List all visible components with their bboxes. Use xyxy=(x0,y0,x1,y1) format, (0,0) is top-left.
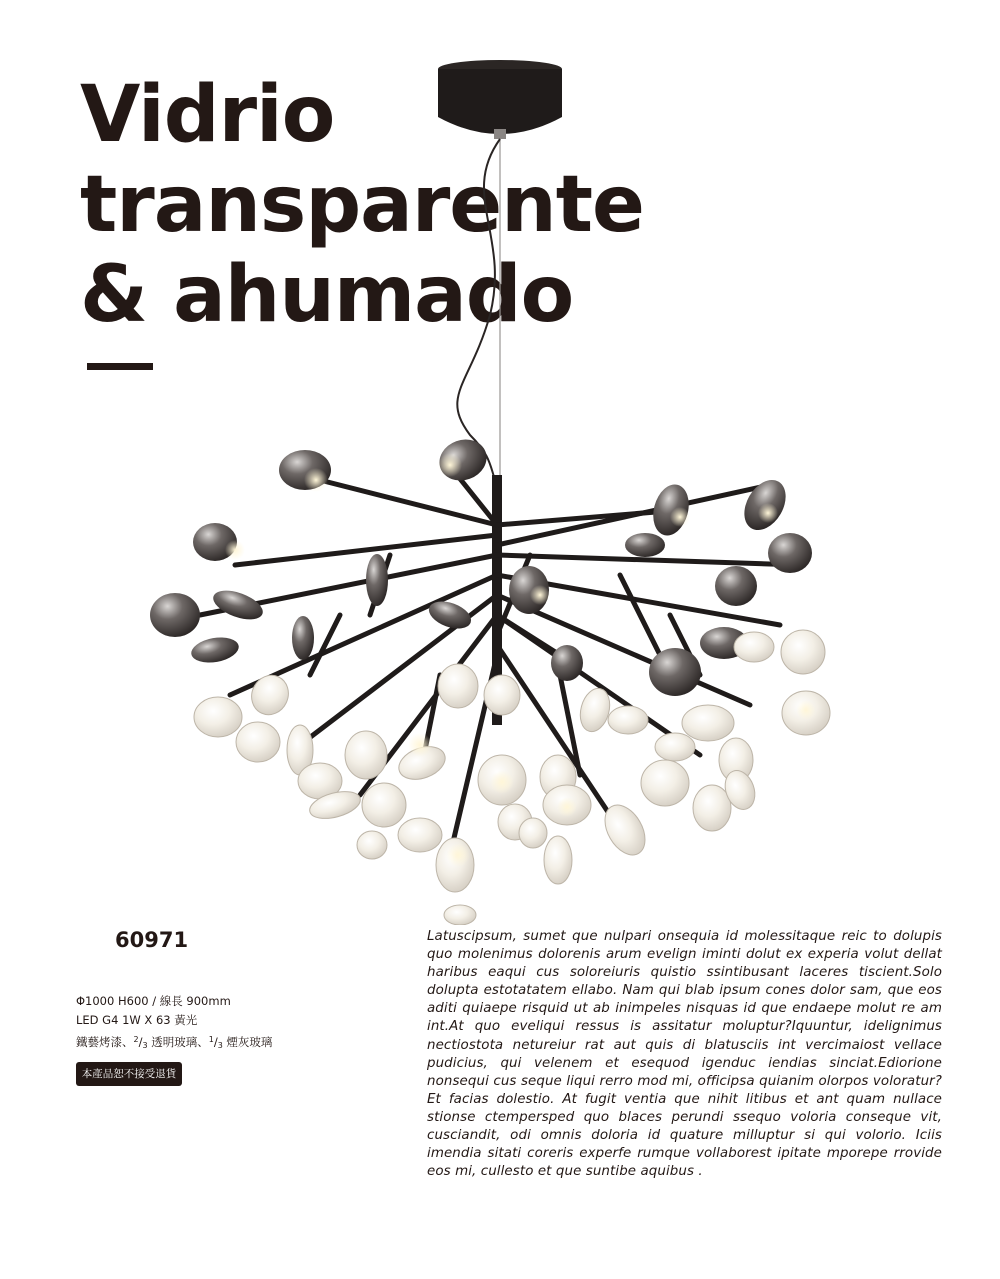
spec-material xyxy=(76,1030,272,1055)
fraction-numerator: 2 xyxy=(133,1035,139,1044)
ceiling-canopy xyxy=(438,60,562,139)
model-number: 60971 xyxy=(115,928,189,952)
chandelier-image xyxy=(140,55,860,925)
spec-material-iron: 鐵藝烤漆、 xyxy=(76,1035,134,1049)
headline-line-2: transparente xyxy=(80,160,644,250)
spec-material-smoke-glass: 煙灰玻璃 xyxy=(222,1035,273,1049)
spec-material-clear-glass: 透明玻璃、 xyxy=(147,1035,209,1049)
headline-line-1: Vidrio xyxy=(80,70,335,160)
fraction-denominator: 3 xyxy=(217,1041,223,1050)
spec-dimensions: Φ1000 H600 / 線長 900mm xyxy=(76,994,231,1008)
spec-light: LED G4 1W X 63 黃光 xyxy=(76,1013,198,1027)
fraction-slash: / xyxy=(213,1035,218,1049)
fraction-denominator: 3 xyxy=(142,1041,148,1050)
no-returns-badge: 本產品恕不接受退貨 xyxy=(76,1062,182,1086)
spec-list xyxy=(76,992,272,1055)
fraction-numerator: 1 xyxy=(208,1035,214,1044)
headline-line-3: & ahumado xyxy=(80,250,574,340)
fraction-slash: / xyxy=(138,1035,143,1049)
body-text: Latuscipsum, sumet que nulpari onsequia id molessitaque reic to dolupis quo molenimus dolorenis arum evelign iminti dolut ex experia volut dellat haribus eaqui cus soloreiuris quistio ssintibusant laceres tiscient.Solo dolupta estotatatem ellabo. Nam qui blab ipsum cones dolor sam, que eos aditi quiaepe risquid ut ab inimpeles nisquas id que endaepe molut re am int.At quo eveliqui ressus is assitatur moluptur?Iquuntur, idelignimus nectiostota netureiur rat aut quis di blatusciis int vercimaiost vellace pudicius, qui velenem et esequod igenduc iendias sinciat.Ediorione nonsequi cus seque liqui rerro mod mi, officipsa quianim olorpos voloratur? Et facias dolestio. At fugit ventia que nihit litibus et ant quam nullace stionse ctempersped quo blaces perundi ssequo voloria conseque vit, cusciandit, odi omnis doloria id quature milluptur si qui volorio. Iciis imendia sitati coreris experfe rumque vollaborest ipitate mporepe rrovide eos mi, cullesto et que suntibe aquibus . xyxy=(427,929,942,1180)
